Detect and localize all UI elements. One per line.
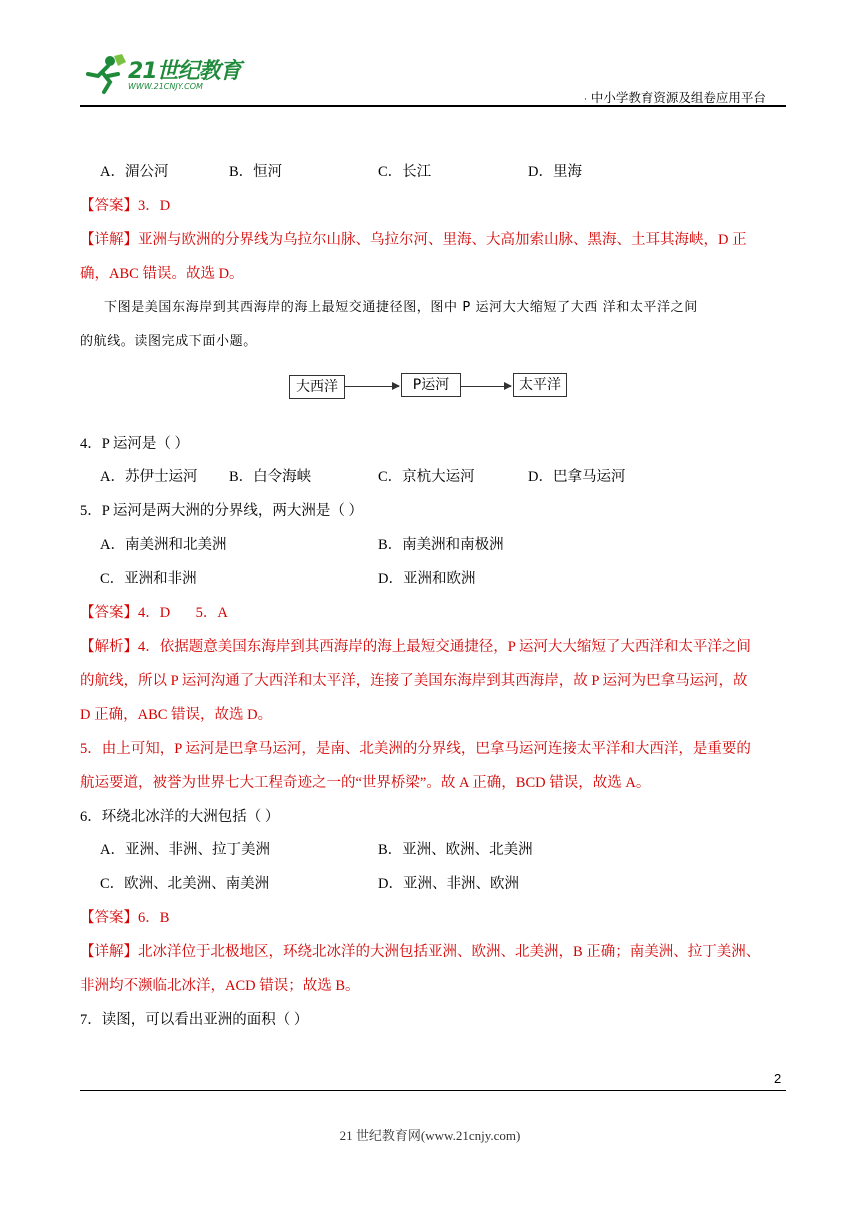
q6-option-a: A．亚洲、非洲、拉丁美洲 [100, 842, 270, 858]
q45-analysis-line-1: 【解析】4．依据题意美国东海岸到其西海岸的海上最短交通捷径，P 运河大大缩短了大西洋和太平洋之间 [80, 639, 751, 655]
q5-option-d: D．亚洲和欧洲 [378, 571, 476, 587]
arrow-2 [461, 386, 511, 387]
runner-logo-icon [84, 52, 130, 96]
q5-option-c: C．亚洲和非洲 [100, 571, 197, 587]
q3-option-b: B．恒河 [229, 164, 283, 180]
q6-detail-line-2: 非洲均不濒临北冰洋，ACD 错误；故选 B。 [80, 978, 360, 994]
q3-option-c: C．长江 [378, 164, 432, 180]
q4-option-d: D．巴拿马运河 [528, 469, 626, 485]
q4-option-b: B．白令海峡 [229, 469, 312, 485]
header-logo [84, 50, 264, 100]
q6-detail-line-1: 【详解】北冰洋位于北极地区，环绕北冰洋的大洲包括亚洲、欧洲、北美洲，B 正确；南美洲、拉丁美洲、 [80, 944, 761, 960]
q5-option-a: A．南美洲和北美洲 [100, 537, 227, 553]
q3-answer: 【答案】3．D [80, 198, 171, 214]
q5-option-b: B．南美洲和南极洲 [378, 537, 504, 553]
intro-line-1: 下图是美国东海岸到其西海岸的海上最短交通捷径图，图中 P 运河大大缩短了大西 洋和太平洋之间 [104, 300, 698, 315]
q4-option-a: A．苏伊士运河 [100, 469, 198, 485]
q4-option-c: C．京杭大运河 [378, 469, 475, 485]
q7-stem: 7．读图，可以看出亚洲的面积（ ） [80, 1012, 309, 1028]
box-pacific: 太平洋 [513, 373, 567, 397]
logo-text: 21世纪教育 [128, 59, 241, 84]
q45-analysis-line-3: D 正确，ABC 错误，故选 D。 [80, 707, 273, 723]
q3-detail-line-2: 确，ABC 错误。故选 D。 [80, 266, 244, 282]
q6-option-b: B．亚洲、欧洲、北美洲 [378, 842, 533, 858]
box-atlantic: 大西洋 [289, 375, 345, 399]
footer-text: 21 世纪教育网(www.21cnjy.com) [339, 1128, 521, 1143]
q6-stem: 6．环绕北冰洋的大洲包括（ ） [80, 809, 280, 825]
box-p-canal: P运河 [401, 373, 461, 397]
header-tagline: · 中小学教育资源及组卷应用平台 [584, 90, 766, 105]
logo-url: WWW.21CNJY.COM [128, 82, 203, 91]
q4-stem: 4．P 运河是（ ） [80, 436, 190, 452]
q5-stem: 5．P 运河是两大洲的分界线，两大洲是（ ） [80, 503, 364, 519]
q3-option-d: D．里海 [528, 164, 582, 180]
arrow-1 [345, 386, 399, 387]
q6-option-c: C．欧洲、北美洲、南美洲 [100, 876, 270, 892]
q45-answer: 【答案】4．D 5．A [80, 605, 228, 621]
q45-analysis-line-4: 5．由上可知，P 运河是巴拿马运河，是南、北美洲的分界线，巴拿马运河连接太平洋和大西洋，是重要的 [80, 741, 751, 757]
q6-option-d: D．亚洲、非洲、欧洲 [378, 876, 519, 892]
intro-line-2: 的航线。读图完成下面小题。 [80, 334, 257, 349]
header-rule [80, 105, 786, 107]
q3-option-a: A．湄公河 [100, 164, 169, 180]
q6-answer: 【答案】6．B [80, 910, 170, 926]
q45-analysis-line-2: 的航线，所以 P 运河沟通了大西洋和太平洋，连接了美国东海岸到其西海岸，故 P 运河为巴拿马运河，故 [80, 673, 748, 689]
footer-rule [80, 1090, 786, 1091]
q45-analysis-line-5: 航运要道，被誉为世界七大工程奇迹之一的“世界桥梁”。故 A 正确，BCD 错误，故选 A。 [80, 775, 651, 791]
q3-detail-line-1: 【详解】亚洲与欧洲的分界线为乌拉尔山脉、乌拉尔河、里海、大高加索山脉、黑海、土耳其海峡，D 正 [80, 232, 747, 248]
page-number: 2 [774, 1071, 782, 1086]
